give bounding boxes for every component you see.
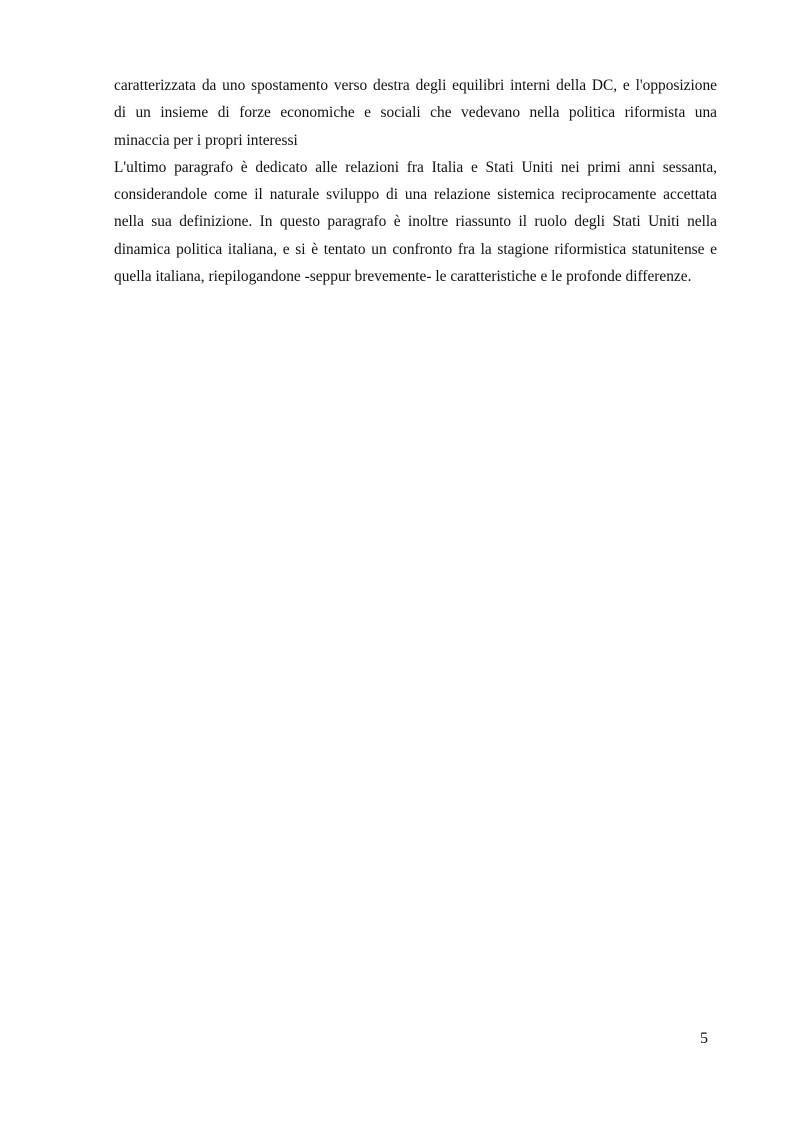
text-line: dinamica politica italiana, e si è tentato un confronto fra la stagione riformistica statunitense e xyxy=(114,240,717,258)
text-line: minaccia per i propri interessi xyxy=(114,131,298,149)
text-line: di un insieme di forze economiche e sociali che vedevano nella politica riformista una xyxy=(114,104,717,122)
text-line: L'ultimo paragrafo è dedicato alle relazioni fra Italia e Stati Uniti nei primi anni sessanta, xyxy=(114,158,717,176)
text-line: caratterizzata da uno spostamento verso destra degli equilibri interni della DC, e l'opposizione xyxy=(114,77,717,94)
text-line: considerandole come il naturale sviluppo di una relazione sistemica reciprocamente accettata xyxy=(114,186,717,204)
page-number: 5 xyxy=(700,1030,708,1047)
text-line: nella sua definizione. In questo paragrafo è inoltre riassunto il ruolo degli Stati Uniti nella xyxy=(114,213,717,231)
body-text xyxy=(114,72,717,290)
text-line: quella italiana, riepilogandone -seppur brevemente- le caratteristiche e le profonde differenze. xyxy=(114,268,692,286)
